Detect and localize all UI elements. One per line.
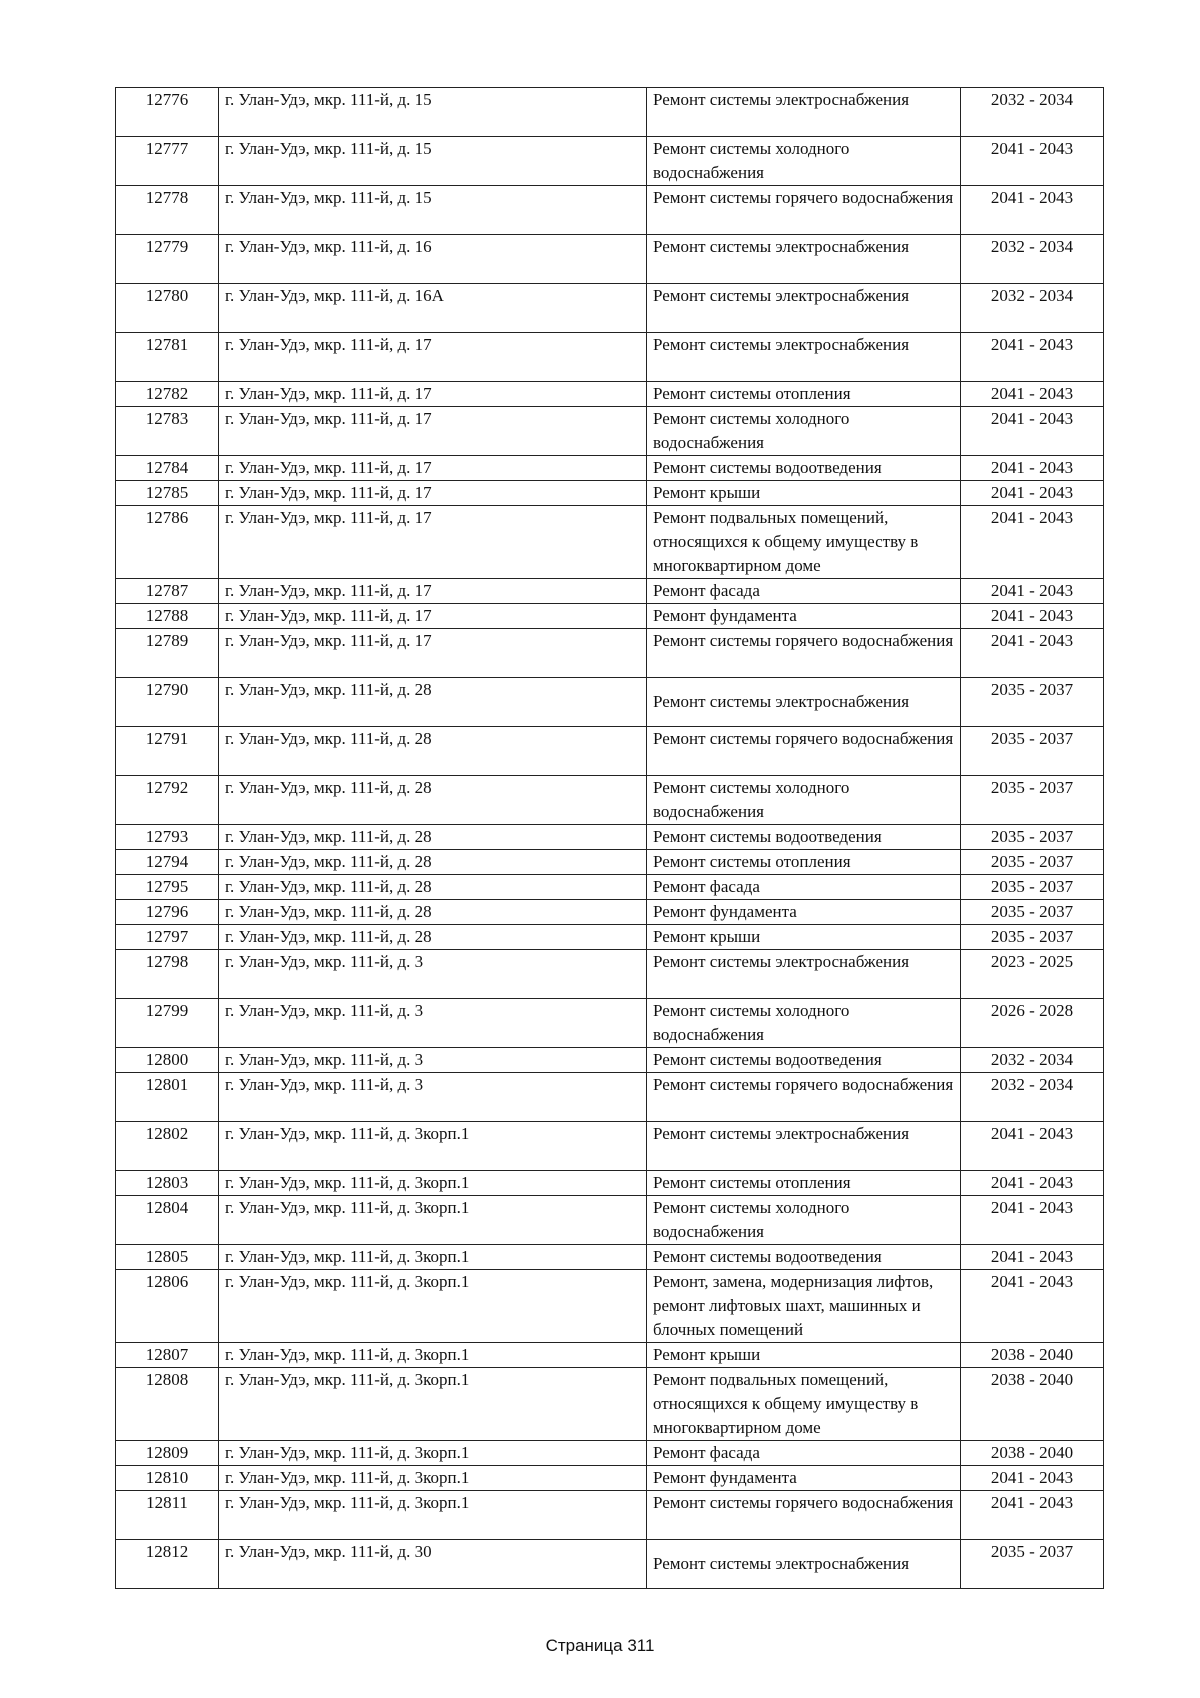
table-row <box>116 1122 1104 1171</box>
work-type-cell: Ремонт системы электроснабжения <box>647 333 961 382</box>
work-type-cell: Ремонт системы электроснабжения <box>647 88 961 137</box>
row-number-cell: 12812 <box>116 1540 219 1589</box>
address-cell: г. Улан-Удэ, мкр. 111-й, д. 3 <box>219 1073 647 1122</box>
period-cell: 2041 - 2043 <box>961 186 1104 235</box>
period-cell: 2035 - 2037 <box>961 678 1104 727</box>
table-row <box>116 900 1104 925</box>
address-cell: г. Улан-Удэ, мкр. 111-й, д. 28 <box>219 875 647 900</box>
address-cell: г. Улан-Удэ, мкр. 111-й, д. 28 <box>219 776 647 825</box>
work-type-cell: Ремонт, замена, модернизация лифтов, ремонт лифтовых шахт, машинных и блочных помещений <box>647 1270 961 1343</box>
row-number-cell: 12791 <box>116 727 219 776</box>
address-cell: г. Улан-Удэ, мкр. 111-й, д. 17 <box>219 604 647 629</box>
address-cell: г. Улан-Удэ, мкр. 111-й, д. 3корп.1 <box>219 1368 647 1441</box>
address-cell: г. Улан-Удэ, мкр. 111-й, д. 17 <box>219 407 647 456</box>
table-row <box>116 999 1104 1048</box>
row-number-cell: 12800 <box>116 1048 219 1073</box>
row-number-cell: 12776 <box>116 88 219 137</box>
address-cell: г. Улан-Удэ, мкр. 111-й, д. 15 <box>219 88 647 137</box>
table-row <box>116 629 1104 678</box>
address-cell: г. Улан-Удэ, мкр. 111-й, д. 17 <box>219 382 647 407</box>
period-cell: 2041 - 2043 <box>961 1196 1104 1245</box>
row-number-cell: 12784 <box>116 456 219 481</box>
row-number-cell: 12782 <box>116 382 219 407</box>
table-row <box>116 1048 1104 1073</box>
work-type-cell: Ремонт системы водоотведения <box>647 1245 961 1270</box>
table-row <box>116 1196 1104 1245</box>
address-cell: г. Улан-Удэ, мкр. 111-й, д. 15 <box>219 137 647 186</box>
address-cell: г. Улан-Удэ, мкр. 111-й, д. 3 <box>219 1048 647 1073</box>
work-type-cell: Ремонт системы холодного водоснабжения <box>647 999 961 1048</box>
row-number-cell: 12798 <box>116 950 219 999</box>
work-type-cell: Ремонт системы водоотведения <box>647 825 961 850</box>
table-row <box>116 1245 1104 1270</box>
work-type-cell: Ремонт фасада <box>647 1441 961 1466</box>
address-cell: г. Улан-Удэ, мкр. 111-й, д. 15 <box>219 186 647 235</box>
work-type-cell: Ремонт системы отопления <box>647 850 961 875</box>
period-cell: 2041 - 2043 <box>961 137 1104 186</box>
period-cell: 2041 - 2043 <box>961 382 1104 407</box>
period-cell: 2041 - 2043 <box>961 1122 1104 1171</box>
table-row <box>116 925 1104 950</box>
row-number-cell: 12801 <box>116 1073 219 1122</box>
address-cell: г. Улан-Удэ, мкр. 111-й, д. 28 <box>219 825 647 850</box>
period-cell: 2023 - 2025 <box>961 950 1104 999</box>
work-type-cell: Ремонт фундамента <box>647 604 961 629</box>
address-cell: г. Улан-Удэ, мкр. 111-й, д. 16А <box>219 284 647 333</box>
period-cell: 2035 - 2037 <box>961 900 1104 925</box>
table-row <box>116 137 1104 186</box>
period-cell: 2038 - 2040 <box>961 1368 1104 1441</box>
row-number-cell: 12789 <box>116 629 219 678</box>
table-row <box>116 1491 1104 1540</box>
period-cell: 2032 - 2034 <box>961 235 1104 284</box>
period-cell: 2035 - 2037 <box>961 727 1104 776</box>
period-cell: 2038 - 2040 <box>961 1343 1104 1368</box>
table-row <box>116 579 1104 604</box>
address-cell: г. Улан-Удэ, мкр. 111-й, д. 3 <box>219 950 647 999</box>
address-cell: г. Улан-Удэ, мкр. 111-й, д. 28 <box>219 678 647 727</box>
work-type-cell: Ремонт системы электроснабжения <box>647 678 961 727</box>
address-cell: г. Улан-Удэ, мкр. 111-й, д. 3корп.1 <box>219 1171 647 1196</box>
table-row <box>116 284 1104 333</box>
table-row <box>116 1343 1104 1368</box>
table-row <box>116 1270 1104 1343</box>
period-cell: 2035 - 2037 <box>961 875 1104 900</box>
row-number-cell: 12802 <box>116 1122 219 1171</box>
row-number-cell: 12805 <box>116 1245 219 1270</box>
address-cell: г. Улан-Удэ, мкр. 111-й, д. 3корп.1 <box>219 1270 647 1343</box>
row-number-cell: 12809 <box>116 1441 219 1466</box>
work-type-cell: Ремонт системы горячего водоснабжения <box>647 727 961 776</box>
work-type-cell: Ремонт крыши <box>647 1343 961 1368</box>
period-cell: 2041 - 2043 <box>961 579 1104 604</box>
period-cell: 2041 - 2043 <box>961 333 1104 382</box>
period-cell: 2032 - 2034 <box>961 284 1104 333</box>
address-cell: г. Улан-Удэ, мкр. 111-й, д. 17 <box>219 579 647 604</box>
row-number-cell: 12808 <box>116 1368 219 1441</box>
table-row <box>116 1540 1104 1589</box>
row-number-cell: 12788 <box>116 604 219 629</box>
address-cell: г. Улан-Удэ, мкр. 111-й, д. 30 <box>219 1540 647 1589</box>
row-number-cell: 12811 <box>116 1491 219 1540</box>
row-number-cell: 12785 <box>116 481 219 506</box>
work-type-cell: Ремонт системы холодного водоснабжения <box>647 776 961 825</box>
page-number: Страница 311 <box>545 1636 655 1655</box>
address-cell: г. Улан-Удэ, мкр. 111-й, д. 17 <box>219 333 647 382</box>
table-row <box>116 950 1104 999</box>
work-type-cell: Ремонт системы водоотведения <box>647 1048 961 1073</box>
table-row <box>116 850 1104 875</box>
table-row <box>116 776 1104 825</box>
work-type-cell: Ремонт системы электроснабжения <box>647 284 961 333</box>
address-cell: г. Улан-Удэ, мкр. 111-й, д. 28 <box>219 727 647 776</box>
table-row <box>116 1171 1104 1196</box>
period-cell: 2041 - 2043 <box>961 481 1104 506</box>
address-cell: г. Улан-Удэ, мкр. 111-й, д. 17 <box>219 456 647 481</box>
row-number-cell: 12794 <box>116 850 219 875</box>
address-cell: г. Улан-Удэ, мкр. 111-й, д. 17 <box>219 506 647 579</box>
work-type-cell: Ремонт системы горячего водоснабжения <box>647 629 961 678</box>
period-cell: 2041 - 2043 <box>961 506 1104 579</box>
work-type-cell: Ремонт системы электроснабжения <box>647 1540 961 1589</box>
table-row <box>116 186 1104 235</box>
period-cell: 2041 - 2043 <box>961 1270 1104 1343</box>
work-type-cell: Ремонт фасада <box>647 579 961 604</box>
row-number-cell: 12803 <box>116 1171 219 1196</box>
work-type-cell: Ремонт системы горячего водоснабжения <box>647 1491 961 1540</box>
row-number-cell: 12786 <box>116 506 219 579</box>
period-cell: 2035 - 2037 <box>961 850 1104 875</box>
period-cell: 2032 - 2034 <box>961 1048 1104 1073</box>
work-type-cell: Ремонт подвальных помещений, относящихся к общему имуществу в многоквартирном доме <box>647 1368 961 1441</box>
work-type-cell: Ремонт системы водоотведения <box>647 456 961 481</box>
row-number-cell: 12807 <box>116 1343 219 1368</box>
address-cell: г. Улан-Удэ, мкр. 111-й, д. 3корп.1 <box>219 1122 647 1171</box>
table-row <box>116 604 1104 629</box>
table-row <box>116 1441 1104 1466</box>
work-type-cell: Ремонт системы горячего водоснабжения <box>647 186 961 235</box>
period-cell: 2041 - 2043 <box>961 456 1104 481</box>
row-number-cell: 12779 <box>116 235 219 284</box>
address-cell: г. Улан-Удэ, мкр. 111-й, д. 3корп.1 <box>219 1466 647 1491</box>
period-cell: 2026 - 2028 <box>961 999 1104 1048</box>
work-type-cell: Ремонт крыши <box>647 481 961 506</box>
work-type-cell: Ремонт фасада <box>647 875 961 900</box>
table-row <box>116 382 1104 407</box>
address-cell: г. Улан-Удэ, мкр. 111-й, д. 16 <box>219 235 647 284</box>
table-row <box>116 1466 1104 1491</box>
table-row <box>116 456 1104 481</box>
table-row <box>116 1368 1104 1441</box>
work-type-cell: Ремонт крыши <box>647 925 961 950</box>
period-cell: 2041 - 2043 <box>961 1245 1104 1270</box>
period-cell: 2032 - 2034 <box>961 88 1104 137</box>
row-number-cell: 12781 <box>116 333 219 382</box>
work-type-cell: Ремонт системы холодного водоснабжения <box>647 137 961 186</box>
repair-schedule-table <box>115 87 1104 1589</box>
period-cell: 2038 - 2040 <box>961 1441 1104 1466</box>
row-number-cell: 12799 <box>116 999 219 1048</box>
row-number-cell: 12796 <box>116 900 219 925</box>
period-cell: 2041 - 2043 <box>961 629 1104 678</box>
row-number-cell: 12806 <box>116 1270 219 1343</box>
work-type-cell: Ремонт системы горячего водоснабжения <box>647 1073 961 1122</box>
table-row <box>116 825 1104 850</box>
address-cell: г. Улан-Удэ, мкр. 111-й, д. 28 <box>219 850 647 875</box>
row-number-cell: 12792 <box>116 776 219 825</box>
table-row <box>116 1073 1104 1122</box>
period-cell: 2041 - 2043 <box>961 1491 1104 1540</box>
row-number-cell: 12793 <box>116 825 219 850</box>
work-type-cell: Ремонт фундамента <box>647 900 961 925</box>
table-row <box>116 333 1104 382</box>
row-number-cell: 12797 <box>116 925 219 950</box>
period-cell: 2041 - 2043 <box>961 1466 1104 1491</box>
address-cell: г. Улан-Удэ, мкр. 111-й, д. 17 <box>219 481 647 506</box>
table-row <box>116 727 1104 776</box>
row-number-cell: 12783 <box>116 407 219 456</box>
row-number-cell: 12777 <box>116 137 219 186</box>
work-type-cell: Ремонт системы отопления <box>647 1171 961 1196</box>
period-cell: 2041 - 2043 <box>961 604 1104 629</box>
work-type-cell: Ремонт системы отопления <box>647 382 961 407</box>
period-cell: 2035 - 2037 <box>961 776 1104 825</box>
address-cell: г. Улан-Удэ, мкр. 111-й, д. 28 <box>219 900 647 925</box>
table-body <box>116 88 1104 1589</box>
address-cell: г. Улан-Удэ, мкр. 111-й, д. 3корп.1 <box>219 1343 647 1368</box>
table-row <box>116 875 1104 900</box>
table-row <box>116 506 1104 579</box>
period-cell: 2035 - 2037 <box>961 925 1104 950</box>
address-cell: г. Улан-Удэ, мкр. 111-й, д. 17 <box>219 629 647 678</box>
work-type-cell: Ремонт системы холодного водоснабжения <box>647 407 961 456</box>
address-cell: г. Улан-Удэ, мкр. 111-й, д. 3корп.1 <box>219 1491 647 1540</box>
period-cell: 2035 - 2037 <box>961 1540 1104 1589</box>
address-cell: г. Улан-Удэ, мкр. 111-й, д. 3корп.1 <box>219 1196 647 1245</box>
work-type-cell: Ремонт системы электроснабжения <box>647 950 961 999</box>
address-cell: г. Улан-Удэ, мкр. 111-й, д. 3корп.1 <box>219 1441 647 1466</box>
row-number-cell: 12787 <box>116 579 219 604</box>
row-number-cell: 12780 <box>116 284 219 333</box>
period-cell: 2041 - 2043 <box>961 407 1104 456</box>
table-row <box>116 678 1104 727</box>
work-type-cell: Ремонт фундамента <box>647 1466 961 1491</box>
row-number-cell: 12810 <box>116 1466 219 1491</box>
address-cell: г. Улан-Удэ, мкр. 111-й, д. 3 <box>219 999 647 1048</box>
row-number-cell: 12790 <box>116 678 219 727</box>
work-type-cell: Ремонт подвальных помещений, относящихся к общему имуществу в многоквартирном доме <box>647 506 961 579</box>
row-number-cell: 12804 <box>116 1196 219 1245</box>
period-cell: 2041 - 2043 <box>961 1171 1104 1196</box>
table-row <box>116 481 1104 506</box>
row-number-cell: 12795 <box>116 875 219 900</box>
table-row <box>116 407 1104 456</box>
table-row <box>116 235 1104 284</box>
table-row <box>116 88 1104 137</box>
period-cell: 2035 - 2037 <box>961 825 1104 850</box>
address-cell: г. Улан-Удэ, мкр. 111-й, д. 28 <box>219 925 647 950</box>
work-type-cell: Ремонт системы электроснабжения <box>647 235 961 284</box>
address-cell: г. Улан-Удэ, мкр. 111-й, д. 3корп.1 <box>219 1245 647 1270</box>
work-type-cell: Ремонт системы холодного водоснабжения <box>647 1196 961 1245</box>
row-number-cell: 12778 <box>116 186 219 235</box>
period-cell: 2032 - 2034 <box>961 1073 1104 1122</box>
work-type-cell: Ремонт системы электроснабжения <box>647 1122 961 1171</box>
